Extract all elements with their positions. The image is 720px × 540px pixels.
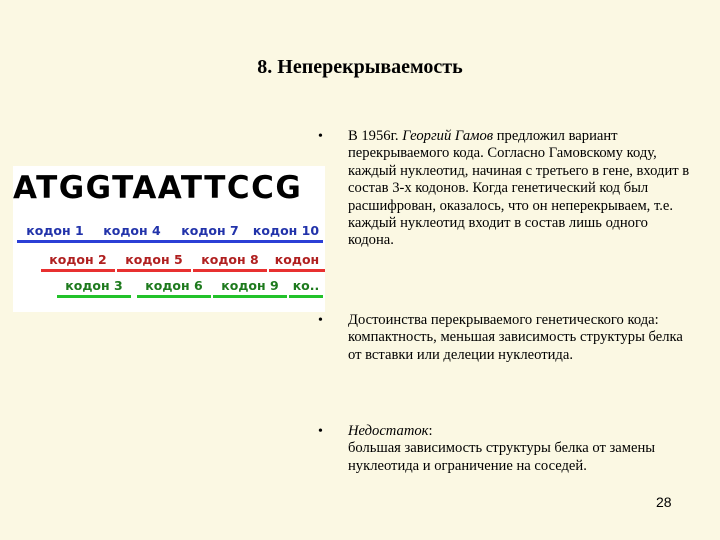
bullet-text: Достоинства перекрываемого генетического кода: компактность, меньшая зависимость структуры белка от вставки или делеции нуклеотида. [348, 312, 683, 363]
codon-bar [193, 269, 267, 272]
codon-bar [269, 269, 325, 272]
bullet-marker: • [318, 313, 323, 328]
codon-label: кодон 1 [17, 223, 93, 243]
nucleotide-sequence: ATGGTAATTCCG [13, 170, 303, 206]
bullet-marker: • [318, 424, 323, 439]
codon-label: кодон 9 [213, 278, 287, 298]
codon-bar [93, 240, 171, 243]
codon-label: кодон 2 [41, 252, 115, 272]
codon-bar [41, 269, 115, 272]
bullet-marker: • [318, 129, 323, 144]
codon-label: кодон [269, 252, 325, 272]
codon-bar [213, 295, 287, 298]
codon-bar [57, 295, 131, 298]
codon-label: кодон 3 [57, 278, 131, 298]
bullet-text: Недостаток: большая зависимость структуры белка от замены нуклеотида и ограничение на соседей. [348, 423, 656, 474]
codon-bar [171, 240, 249, 243]
codon-label: кодон 10 [249, 223, 323, 243]
codon-overlap-figure [13, 166, 325, 312]
codon-label: кодон 4 [93, 223, 171, 243]
codon-label: кодон 6 [137, 278, 211, 298]
codon-label: кодон 5 [117, 252, 191, 272]
codon-bar [249, 240, 323, 243]
person-name: Георгий Гамов [402, 128, 494, 144]
disadvantage-label: Недостаток [348, 423, 429, 439]
codon-label: кодон 8 [193, 252, 267, 272]
codon-bar [137, 295, 211, 298]
codon-label: ко.. [289, 278, 323, 298]
codon-label: кодон 7 [171, 223, 249, 243]
codon-bar [289, 295, 323, 298]
page-number: 28 [656, 494, 672, 510]
codon-bar [117, 269, 191, 272]
codon-bar [17, 240, 93, 243]
slide-title: 8. Неперекрываемость [257, 56, 463, 78]
bullet-text: В 1956г. Георгий Гамов предложил вариант перекрываемого кода. Согласно Гамовскому коду, каждый нуклеотид, начиная с третьего в гене, входит в состав 3-х кодонов. Когда генетический код был расшифрован, оказалось, что он неперекрываем, т.е. каждый нуклеотид входит в состав лишь одного кодона. [348, 128, 690, 249]
